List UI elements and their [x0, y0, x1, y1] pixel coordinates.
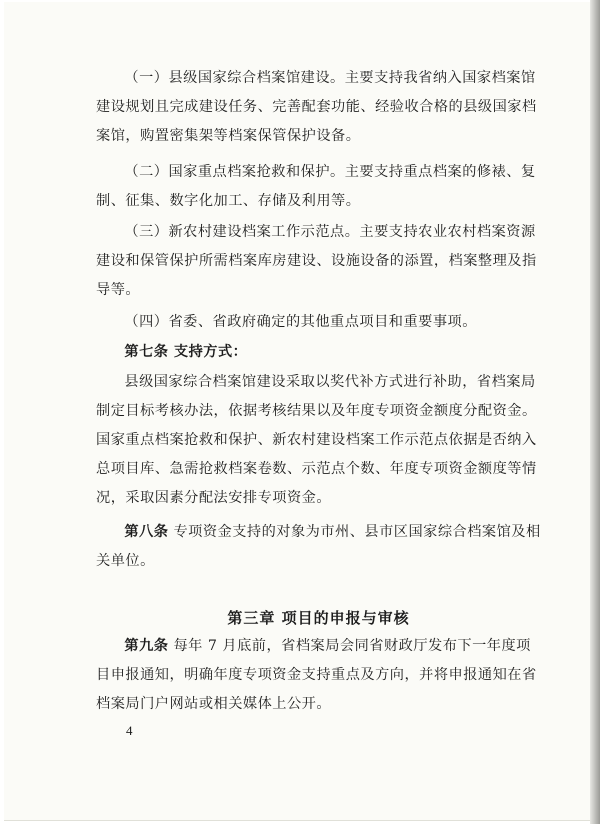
paragraph-item-1: （一）县级国家综合档案馆建设。主要支持我省纳入国家档案馆建设规划且完成建设任务、完善配套功能、经验收合格的县级国家档案馆，购置密集架等档案保管保护设备。	[96, 70, 537, 144]
article-8-body: 专项资金支持的对象为市州、县市区国家综合档案馆及相关单位。	[96, 524, 541, 569]
article-9-body: 每年 7 月底前，省档案局会同省财政厅发布下一年度项目申报通知，明确年度专项资金支持重点及方向，并将申报通知在省档案局门户网站或相关媒体上公开。	[96, 638, 537, 712]
article-9	[96, 632, 541, 719]
article-7-body: 县级国家综合档案馆建设采取以奖代补方式进行补助，省档案局制定目标考核办法，依据考核结果以及年度专项资金额度分配资金。国家重点档案抢救和保护、新农村建设档案工作示范点依据是否纳入总项目库、急需抢救档案卷数、示范点个数、年度专项资金额度等情况，采取因素分配法安排专项资金。	[96, 374, 537, 506]
chapter-3-title: 第三章 项目的申报与审核	[227, 609, 410, 627]
document-page	[4, 2, 593, 821]
page-number: 4	[126, 723, 133, 738]
paragraph-item-2: （二）国家重点档案抢救和保护。主要支持重点档案的修裱、复制、征集、数字化加工、存储及利用等。	[96, 164, 536, 209]
paragraph-item-3: （三）新农村建设档案工作示范点。主要支持农业农村档案资源建设和保管保护所需档案库房建设、设施设备的添置，档案整理及指导等。	[96, 224, 537, 298]
article-7-heading: 第七条 支持方式：	[124, 344, 248, 360]
paragraph-item-4: （四）省委、省政府确定的其他重点项目和重要事项。	[124, 314, 477, 330]
article-8	[96, 518, 541, 576]
scan-edge-shadow	[590, 0, 600, 824]
article-9-heading: 第九条	[124, 638, 169, 654]
article-8-heading: 第八条	[124, 524, 169, 540]
